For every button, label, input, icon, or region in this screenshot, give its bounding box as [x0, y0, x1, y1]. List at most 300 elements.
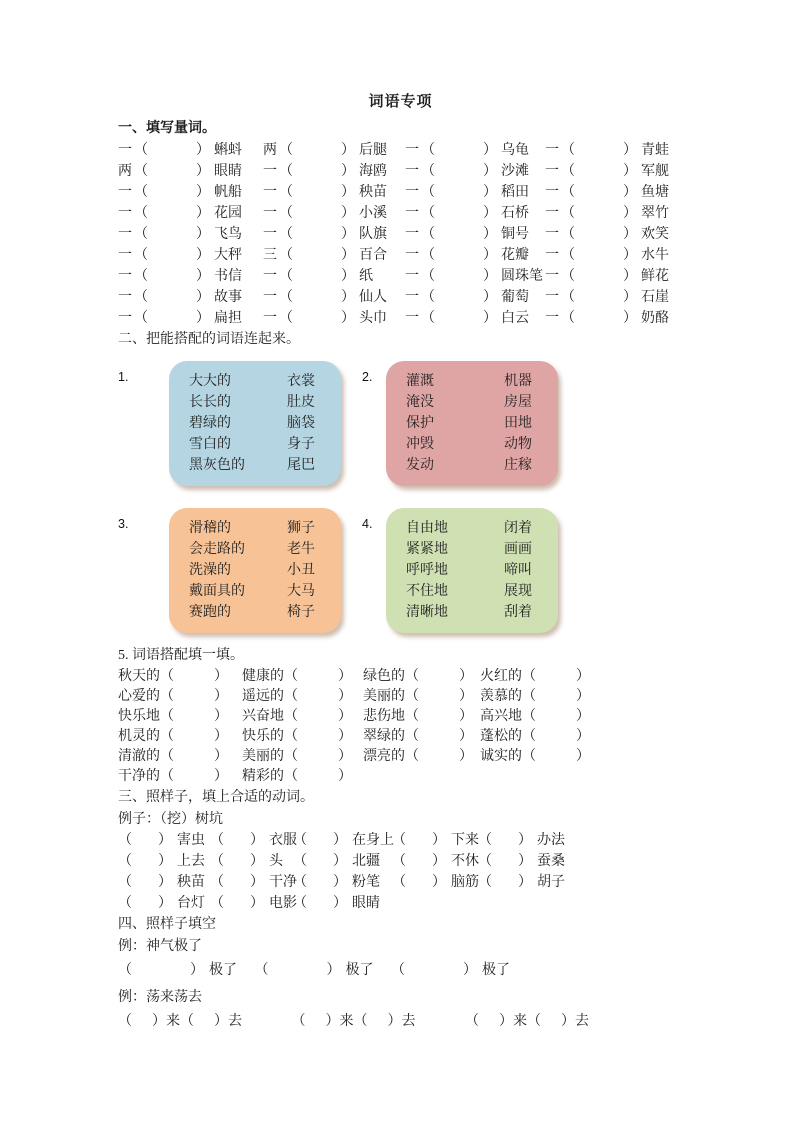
paren-open: （: [210, 896, 224, 911]
paren-open: （: [405, 709, 419, 724]
match-box: [169, 508, 341, 633]
measure-cell: [545, 182, 683, 203]
match-word-left: 长长的: [189, 395, 231, 410]
measure-number: 一: [118, 143, 132, 158]
measure-noun: 稻田: [501, 185, 529, 200]
paren-open: （: [160, 709, 174, 724]
paren-open: （: [392, 833, 406, 848]
paren-open: （: [134, 164, 148, 179]
measure-cell: [263, 287, 405, 308]
verb-object: 北疆: [352, 854, 380, 869]
verb-object: 在身上: [352, 833, 394, 848]
measure-noun: 乌龟: [501, 143, 529, 158]
measure-cell: [118, 287, 263, 308]
pairing-label: 蓬松的: [480, 729, 522, 744]
measure-number: 一: [118, 269, 132, 284]
measure-noun: 扁担: [214, 311, 242, 326]
paren-open: （: [561, 290, 575, 305]
match-word-right: 田地: [504, 416, 532, 431]
measure-cell: [405, 245, 545, 266]
paren-open: （: [405, 729, 419, 744]
measure-number: 一: [545, 269, 559, 284]
measure-cell: [545, 140, 683, 161]
match-word-left: 戴面具的: [189, 584, 245, 599]
paren-close: ）: [341, 143, 355, 158]
match-box-left-column: [406, 371, 504, 476]
paren-close: ）: [333, 896, 347, 911]
paren-close: ）: [214, 729, 228, 744]
pairing-cell: [480, 687, 683, 707]
match-word-left: 保护: [406, 416, 434, 431]
verb-cell: [392, 830, 478, 851]
measure-number: 一: [263, 185, 277, 200]
pairing-label: 干净的: [118, 769, 160, 784]
verb-row: [118, 830, 683, 851]
match-word-left: 滑稽的: [189, 521, 231, 536]
measure-noun: 铜号: [501, 227, 529, 242]
measure-row: [118, 224, 683, 245]
paren-open: （: [134, 311, 148, 326]
match-word-right: 狮子: [287, 521, 315, 536]
verb-cell: [478, 851, 683, 872]
match-word-left: 碧绿的: [189, 416, 231, 431]
measure-number: 一: [118, 248, 132, 263]
match-box: [169, 361, 341, 486]
paren-open: （: [284, 769, 298, 784]
paren-close: ）: [158, 833, 172, 848]
paren-open: （: [134, 269, 148, 284]
paren-open: （: [478, 854, 492, 869]
jile-fill-line: [118, 959, 683, 983]
measure-noun: 眼睛: [214, 164, 242, 179]
paren-close: ）: [518, 875, 532, 890]
measure-number: 一: [405, 248, 419, 263]
matching-boxes: [118, 361, 683, 633]
paren-open: （: [279, 269, 293, 284]
measure-cell: [545, 203, 683, 224]
paren-close: ）: [387, 1014, 402, 1029]
paren-close: ）: [196, 185, 210, 200]
match-box: [386, 361, 558, 486]
section4-heading: 四、照样子填空: [118, 917, 216, 932]
verb-cell: [293, 872, 392, 893]
paren-close: ）: [214, 709, 228, 724]
pairing-label: 心爱的: [118, 689, 160, 704]
paren-close: ）: [338, 669, 352, 684]
paren-close: ）: [623, 248, 637, 263]
paren-open: （: [134, 206, 148, 221]
pairing-cell: [242, 727, 363, 747]
measure-number: 一: [545, 185, 559, 200]
paren-close: ）: [341, 290, 355, 305]
paren-open: （: [561, 311, 575, 326]
paren-open: （: [118, 875, 132, 890]
paren-open: （: [293, 896, 307, 911]
verb-cell: [210, 851, 293, 872]
verb-object: 办法: [537, 833, 565, 848]
paren-open: （: [522, 749, 536, 764]
paren-close: ）: [576, 669, 590, 684]
measure-number: 一: [118, 206, 132, 221]
paren-close: ）: [518, 833, 532, 848]
paren-close: ）: [483, 311, 497, 326]
measure-cell: [405, 203, 545, 224]
match-group: [118, 361, 362, 486]
verb-cell: [118, 893, 210, 914]
paren-open: （: [405, 749, 419, 764]
paren-close: ）: [341, 248, 355, 263]
measure-noun: 石桥: [501, 206, 529, 221]
measure-noun: 圆珠笔: [501, 269, 543, 284]
measure-noun: 飞鸟: [214, 227, 242, 242]
match-word-right: 椅子: [287, 605, 315, 620]
measure-row: [118, 287, 683, 308]
paren-close: ）: [432, 875, 446, 890]
paren-open: （: [561, 227, 575, 242]
verb-object: 害虫: [177, 833, 205, 848]
pairing-cell: [480, 667, 683, 687]
match-box-right-column: [504, 371, 558, 476]
match-word-right: 闭着: [504, 521, 532, 536]
pairing-cell: [363, 727, 480, 747]
match-group-number: 4.: [362, 517, 373, 531]
measure-number: 一: [405, 311, 419, 326]
paren-open: （: [134, 185, 148, 200]
measure-number: 一: [545, 248, 559, 263]
pairing-cell: [480, 707, 683, 727]
pairing-cell: [242, 687, 363, 707]
pairing-cell: [118, 707, 242, 727]
paren-close: ）: [158, 875, 172, 890]
section3-example: 例子：（挖）树坑: [118, 812, 223, 827]
verb-row: [118, 872, 683, 893]
verb-cell: [210, 830, 297, 851]
match-box-right-column: [504, 518, 558, 623]
pairing-label: 兴奋地: [242, 709, 284, 724]
match-word-left: 自由地: [406, 521, 448, 536]
verb-cell: [210, 893, 297, 914]
paren-open: （: [160, 689, 174, 704]
measure-number: 一: [118, 290, 132, 305]
pairing-cell: [118, 767, 242, 787]
measure-number: 一: [545, 206, 559, 221]
measure-noun: 书信: [214, 269, 242, 284]
paren-open: （: [527, 1014, 541, 1029]
section2-heading: 二、把能搭配的词语连起来。: [118, 332, 300, 347]
measure-noun: 小溪: [359, 206, 387, 221]
match-word-right: 啼叫: [504, 563, 532, 578]
verb-grid: [118, 830, 683, 914]
measure-cell: [263, 308, 405, 329]
paren-open: （: [134, 143, 148, 158]
paren-close: ）: [576, 729, 590, 744]
measure-number: 一: [118, 185, 132, 200]
measure-cell: [405, 140, 545, 161]
paren-open: （: [254, 963, 269, 978]
paren-open: （: [160, 729, 174, 744]
paren-open: （: [561, 164, 575, 179]
measure-number: 三: [263, 248, 277, 263]
pairing-cell: [118, 687, 242, 707]
measure-cell: [405, 161, 545, 182]
paren-close: ）: [483, 143, 497, 158]
laiqu-blank-group: [118, 1014, 242, 1029]
measure-number: 一: [545, 143, 559, 158]
paren-close: ）: [341, 185, 355, 200]
paren-open: （: [134, 248, 148, 263]
match-group: [362, 508, 683, 633]
paren-close: ）: [325, 1014, 340, 1029]
paren-close: ）: [576, 749, 590, 764]
paren-close: ）: [623, 185, 637, 200]
paren-close: ）: [432, 833, 446, 848]
paren-close: ）: [250, 896, 264, 911]
paren-open: （: [279, 311, 293, 326]
paren-open: （: [421, 185, 435, 200]
paren-close: ）: [483, 164, 497, 179]
verb-cell: [118, 851, 210, 872]
paren-open: （: [421, 269, 435, 284]
verb-object: 电影: [269, 896, 297, 911]
section3-heading: 三、照样子，填上合适的动词。: [118, 790, 314, 805]
measure-noun: 头巾: [359, 311, 387, 326]
paren-open: （: [118, 854, 132, 869]
measure-noun: 秧苗: [359, 185, 387, 200]
pairing-cell: [118, 747, 242, 767]
measure-cell: [405, 266, 545, 287]
pairing-label: 绿色的: [363, 669, 405, 684]
paren-close: ）: [561, 1014, 575, 1029]
verb-cell: [293, 830, 392, 851]
match-word-right: 机器: [504, 374, 532, 389]
paren-open: （: [522, 729, 536, 744]
paren-close: ）: [341, 206, 355, 221]
paren-close: ）: [196, 269, 210, 284]
paren-close: ）: [338, 689, 352, 704]
measure-cell: [545, 224, 683, 245]
measure-noun: 百合: [359, 248, 387, 263]
measure-row: [118, 203, 683, 224]
verb-object: 台灯: [177, 896, 205, 911]
measure-noun: 翠竹: [641, 206, 669, 221]
match-word-right: 尾巴: [287, 458, 315, 473]
measure-number: 两: [263, 143, 277, 158]
paren-close: ）: [214, 669, 228, 684]
measure-number: 一: [405, 143, 419, 158]
pairing-grid: [118, 667, 683, 787]
measure-number: 两: [118, 164, 132, 179]
pairing-label: 美丽的: [242, 749, 284, 764]
verb-row: [118, 893, 683, 914]
measure-noun: 故事: [214, 290, 242, 305]
measure-number: 一: [263, 206, 277, 221]
pairing-label: 诚实的: [480, 749, 522, 764]
measure-cell: [263, 245, 405, 266]
paren-open: （: [353, 1014, 368, 1029]
measure-word-grid: [118, 140, 683, 329]
paren-open: （: [284, 669, 298, 684]
pairing-cell: [242, 747, 363, 767]
measure-number: 一: [405, 227, 419, 242]
measure-noun: 欢笑: [641, 227, 669, 242]
measure-cell: [405, 182, 545, 203]
verb-cell: [392, 851, 478, 872]
paren-close: ）: [483, 185, 497, 200]
section4-example-2: 例：荡来荡去: [118, 990, 202, 1005]
paren-close: ）: [623, 143, 637, 158]
measure-cell: [118, 182, 263, 203]
paren-close: ）: [196, 248, 210, 263]
measure-cell: [118, 140, 263, 161]
paren-open: （: [561, 248, 575, 263]
pairing-row: [118, 747, 683, 767]
paren-close: ）: [333, 875, 347, 890]
match-word-right: 衣裳: [287, 374, 315, 389]
paren-open: （: [405, 689, 419, 704]
paren-close: ）: [214, 749, 228, 764]
pairing-cell: [480, 747, 683, 767]
match-box-left-column: [189, 518, 287, 623]
paren-open: （: [279, 164, 293, 179]
paren-close: ）: [459, 749, 473, 764]
match-word-left: 洗澡的: [189, 563, 231, 578]
paren-close: ）: [338, 729, 352, 744]
measure-number: 一: [118, 227, 132, 242]
measure-cell: [263, 182, 405, 203]
measure-cell: [118, 161, 263, 182]
jile-blank-group: [391, 963, 510, 978]
verb-object: 胡子: [537, 875, 565, 890]
measure-noun: 蝌蚪: [214, 143, 242, 158]
paren-close: ）: [326, 963, 341, 978]
measure-cell: [545, 308, 683, 329]
page-title: 词语专项: [368, 94, 433, 110]
measure-noun: 花园: [214, 206, 242, 221]
section4-example-1: 例：神气极了: [118, 939, 202, 954]
pairing-cell: [118, 667, 242, 687]
pairing-label: 快乐的: [242, 729, 284, 744]
match-group: [362, 361, 683, 486]
pairing-label: 漂亮的: [363, 749, 405, 764]
verb-object: 头: [269, 854, 283, 869]
laiqu-blank-group: [465, 1014, 589, 1029]
paren-open: （: [421, 311, 435, 326]
pairing-label: 秋天的: [118, 669, 160, 684]
paren-open: （: [421, 227, 435, 242]
measure-number: 一: [263, 164, 277, 179]
paren-open: （: [405, 669, 419, 684]
paren-close: ）: [338, 709, 352, 724]
verb-object: 脑筋: [451, 875, 479, 890]
pairing-label: 健康的: [242, 669, 284, 684]
paren-close: ）: [190, 963, 204, 978]
verb-cell: [293, 851, 392, 872]
match-word-right: 脑袋: [287, 416, 315, 431]
pairing-label: 快乐地: [118, 709, 160, 724]
pairing-label: 高兴地: [480, 709, 522, 724]
match-group-number: 1.: [118, 370, 129, 384]
paren-open: （: [284, 729, 298, 744]
paren-open: （: [279, 227, 293, 242]
paren-open: （: [180, 1014, 194, 1029]
paren-close: ）: [152, 1014, 166, 1029]
match-box-left-column: [406, 518, 504, 623]
measure-noun: 沙滩: [501, 164, 529, 179]
paren-open: （: [522, 709, 536, 724]
paren-close: ）: [338, 769, 352, 784]
paren-open: （: [160, 769, 174, 784]
paren-close: ）: [196, 143, 210, 158]
paren-open: （: [279, 143, 293, 158]
verb-object: 下来: [451, 833, 479, 848]
paren-close: ）: [333, 854, 347, 869]
paren-open: （: [421, 248, 435, 263]
paren-open: （: [561, 269, 575, 284]
match-word-left: 雪白的: [189, 437, 231, 452]
paren-close: ）: [214, 689, 228, 704]
pairing-row: [118, 687, 683, 707]
measure-cell: [405, 287, 545, 308]
paren-close: ）: [158, 896, 172, 911]
pairing-label: 羡慕的: [480, 689, 522, 704]
paren-close: ）: [463, 963, 477, 978]
match-box-left-column: [189, 371, 287, 476]
match-box-right-column: [287, 518, 341, 623]
measure-cell: [263, 224, 405, 245]
verb-object: 秧苗: [177, 875, 205, 890]
measure-noun: 花瓣: [501, 248, 529, 263]
paren-open: （: [291, 1014, 306, 1029]
paren-close: ）: [214, 1014, 228, 1029]
paren-open: （: [210, 854, 224, 869]
measure-row: [118, 266, 683, 287]
measure-row: [118, 140, 683, 161]
paren-open: （: [561, 185, 575, 200]
measure-row: [118, 161, 683, 182]
measure-noun: 大秤: [214, 248, 242, 263]
match-word-right: 老牛: [287, 542, 315, 557]
pairing-cell: [363, 667, 480, 687]
verb-cell: [478, 872, 683, 893]
measure-number: 一: [545, 290, 559, 305]
measure-cell: [118, 203, 263, 224]
match-group: [118, 508, 362, 633]
measure-number: 一: [405, 269, 419, 284]
verb-object: 干净: [269, 875, 297, 890]
paren-open: （: [279, 248, 293, 263]
paren-close: ）: [623, 269, 637, 284]
match-word-right: 身子: [287, 437, 315, 452]
measure-noun: 石崖: [641, 290, 669, 305]
paren-open: （: [478, 875, 492, 890]
verb-row: [118, 851, 683, 872]
measure-cell: [263, 161, 405, 182]
match-word-left: 淹没: [406, 395, 434, 410]
paren-open: （: [279, 206, 293, 221]
pairing-cell: [480, 727, 683, 747]
paren-open: （: [421, 164, 435, 179]
paren-close: ）: [250, 833, 264, 848]
measure-noun: 水牛: [641, 248, 669, 263]
match-word-right: 画画: [504, 542, 532, 557]
measure-number: 一: [545, 164, 559, 179]
measure-cell: [405, 308, 545, 329]
measure-noun: 仙人: [359, 290, 387, 305]
pairing-row: [118, 767, 683, 787]
paren-close: ）: [196, 227, 210, 242]
measure-cell: [405, 224, 545, 245]
measure-number: 一: [263, 290, 277, 305]
